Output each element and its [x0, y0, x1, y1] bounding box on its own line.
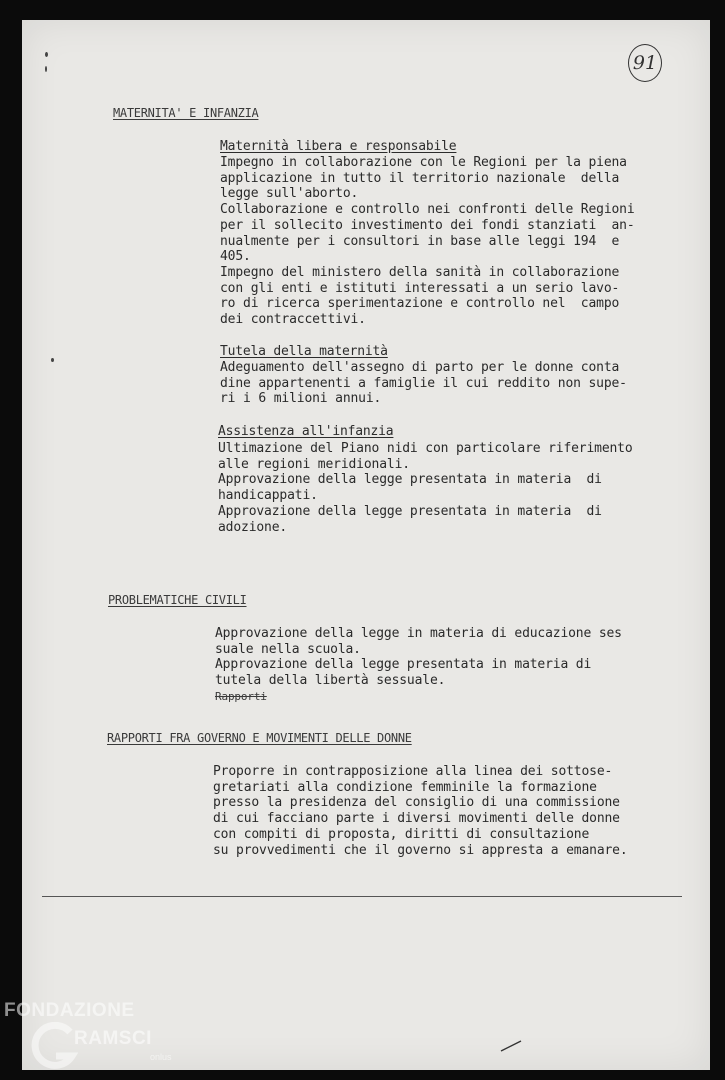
- text-line: Adeguamento dell'assegno di parto per le donne conta: [220, 360, 620, 375]
- text-line: con compiti di proposta, diritti di consultazione: [213, 826, 590, 842]
- pen-mark: [500, 1040, 522, 1052]
- text-line: ri i 6 milioni annui.: [220, 391, 382, 407]
- text-line: presso la presidenza del consiglio di una commissione: [213, 795, 620, 811]
- section-heading-rapporti: RAPPORTI FRA GOVERNO E MOVIMENTI DELLE DONNE: [107, 731, 412, 745]
- text-line: Impegno del ministero della sanità in collaborazione: [220, 264, 620, 280]
- paragraph-tutela-maternita: [220, 360, 627, 407]
- text-line: ro di ricerca sperimentazione e controllo nel campo: [220, 296, 620, 312]
- text-line: Proporre in contrapposizione alla linea dei sottose-: [213, 764, 613, 779]
- margin-mark: [45, 66, 47, 72]
- paragraph-maternita-libera: [220, 155, 635, 328]
- text-line: nualmente per i consultori in base alle leggi 194 e: [220, 233, 620, 249]
- paragraph-assistenza-infanzia: [218, 441, 633, 535]
- text-line: applicazione in tutto il territorio nazionale della: [220, 170, 620, 186]
- text-line: tutela della libertà sessuale.: [215, 673, 446, 689]
- struck-through-word: Rapporti: [215, 689, 267, 703]
- fondazione-gramsci-watermark: [4, 1000, 194, 1078]
- text-line: per il sollecito investimento dei fondi stanziati an-: [220, 217, 635, 233]
- text-line: gretariati alla condizione femminile la formazione: [213, 779, 597, 795]
- text-line: con gli enti e istituti interessati a un serio lavo-: [220, 280, 620, 296]
- text-line: Approvazione della legge presentata in materia di: [218, 472, 602, 488]
- section-heading-problematiche: PROBLEMATICHE CIVILI: [108, 593, 247, 607]
- gramsci-g-logo-icon: [30, 1022, 78, 1074]
- text-line: suale nella scuola.: [215, 641, 361, 657]
- handwritten-page-number: 91: [628, 44, 662, 82]
- text-line: adozione.: [218, 519, 288, 535]
- text-line: 405.: [220, 249, 251, 265]
- text-line: Approvazione della legge in materia di educazione ses: [215, 626, 622, 641]
- text-line: handicappati.: [218, 488, 318, 504]
- subheading-assistenza-infanzia: Assistenza all'infanzia: [218, 424, 394, 439]
- text-line: su provvedimenti che il governo si appresta a emanare.: [213, 842, 628, 858]
- text-line: Impegno in collaborazione con le Regioni per la piena: [220, 155, 627, 170]
- text-line: alle regioni meridionali.: [218, 456, 410, 472]
- watermark-small: onlus: [150, 1052, 172, 1062]
- paragraph-problematiche-civili: [215, 626, 622, 705]
- text-line: Ultimazione del Piano nidi con particolare riferimento: [218, 441, 633, 456]
- text-line: dei contraccettivi.: [220, 312, 366, 328]
- text-line: legge sull'aborto.: [220, 186, 359, 202]
- text-line: Approvazione della legge presentata in materia di: [218, 503, 602, 519]
- subheading-tutela-maternita: Tutela della maternità: [220, 344, 388, 359]
- text-line: di cui facciano parte i diversi movimenti delle donne: [213, 811, 620, 827]
- text-line: Collaborazione e controllo nei confronti delle Regioni: [220, 202, 635, 218]
- horizontal-rule: [42, 896, 682, 897]
- text-line: dine appartenenti a famiglie il cui reddito non supe-: [220, 375, 627, 391]
- watermark-line1: FONDAZIONE: [4, 1000, 135, 1021]
- margin-mark: [45, 52, 48, 57]
- margin-mark: [51, 358, 54, 362]
- text-line: Approvazione della legge presentata in materia di: [215, 657, 592, 673]
- subheading-maternita-libera: Maternità libera e responsabile: [220, 139, 457, 154]
- paragraph-rapporti: [213, 764, 628, 858]
- watermark-line2: RAMSCI: [74, 1028, 152, 1049]
- section-heading-maternita: MATERNITA' E INFANZIA: [113, 106, 259, 120]
